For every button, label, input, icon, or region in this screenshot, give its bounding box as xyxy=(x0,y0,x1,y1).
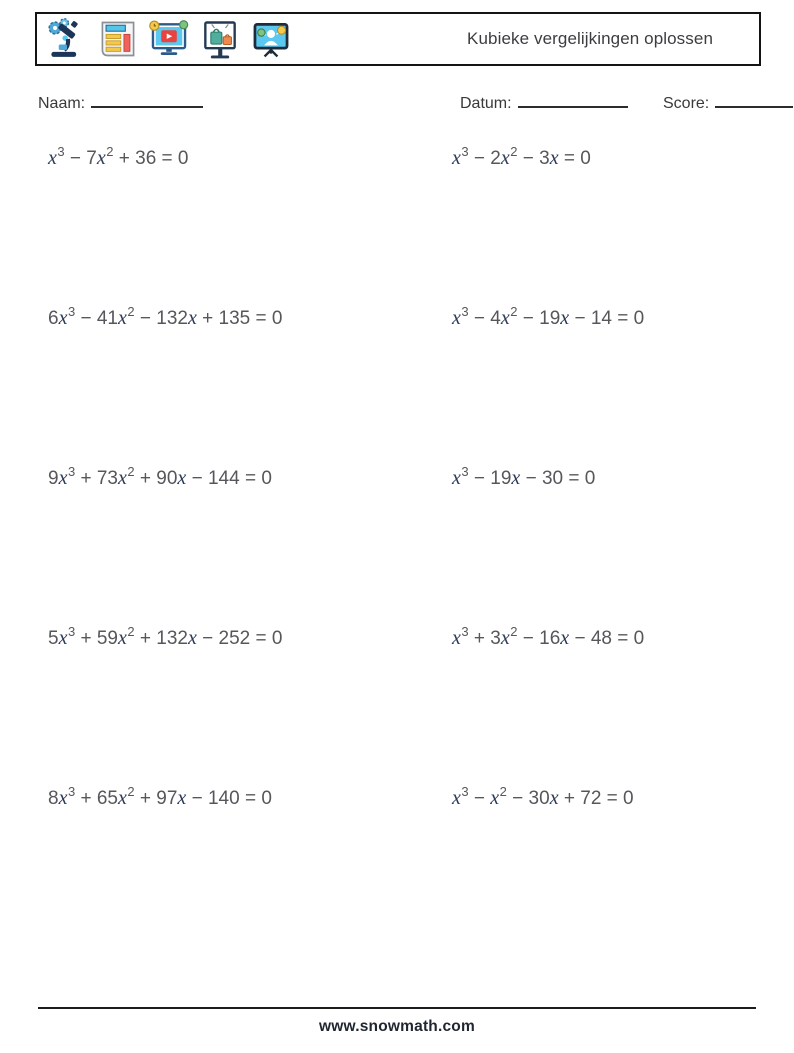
problem-row xyxy=(48,463,774,626)
equation: $x^3 - 7x^2 + 36 = 0$ xyxy=(48,143,189,169)
footer-divider xyxy=(38,1007,756,1009)
shopping-display-icon xyxy=(198,16,242,62)
date-blank-line xyxy=(518,92,628,108)
footer-url: www.snowmath.com xyxy=(319,1018,475,1035)
name-blank-line xyxy=(91,92,203,108)
logo-icons xyxy=(37,16,293,62)
equation: $x^3 - x^2 - 30x + 72 = 0$ xyxy=(452,783,634,809)
problems-grid xyxy=(48,143,774,946)
score-field-group xyxy=(663,92,793,113)
newspaper-icon xyxy=(96,16,140,62)
problem-row xyxy=(48,783,774,946)
name-label: Naam: xyxy=(38,95,86,112)
score-blank-line xyxy=(715,92,793,108)
fields-row xyxy=(0,92,794,116)
worksheet-title: Kubieke vergelijkingen oplossen xyxy=(467,29,713,48)
equation: $x^3 - 2x^2 - 3x = 0$ xyxy=(452,143,591,169)
equation: $9x^3 + 73x^2 + 90x - 144 = 0$ xyxy=(48,463,272,489)
problem-row xyxy=(48,143,774,306)
score-label: Score: xyxy=(663,95,710,112)
name-field-group xyxy=(38,92,203,113)
problem-row xyxy=(48,623,774,786)
video-monitor-icon xyxy=(147,16,191,62)
presentation-screen-icon xyxy=(249,16,293,62)
microscope-icon xyxy=(45,16,89,62)
equation: $x^3 - 19x - 30 = 0$ xyxy=(452,463,596,489)
equation: $6x^3 - 41x^2 - 132x + 135 = 0$ xyxy=(48,303,283,329)
equation: $x^3 - 4x^2 - 19x - 14 = 0$ xyxy=(452,303,645,329)
date-label: Datum: xyxy=(460,95,512,112)
date-field-group xyxy=(460,92,628,113)
equation: $x^3 + 3x^2 - 16x - 48 = 0$ xyxy=(452,623,645,649)
equation: $8x^3 + 65x^2 + 97x - 140 = 0$ xyxy=(48,783,272,809)
problem-row xyxy=(48,303,774,466)
header-box xyxy=(35,12,761,66)
equation: $5x^3 + 59x^2 + 132x - 252 = 0$ xyxy=(48,623,283,649)
